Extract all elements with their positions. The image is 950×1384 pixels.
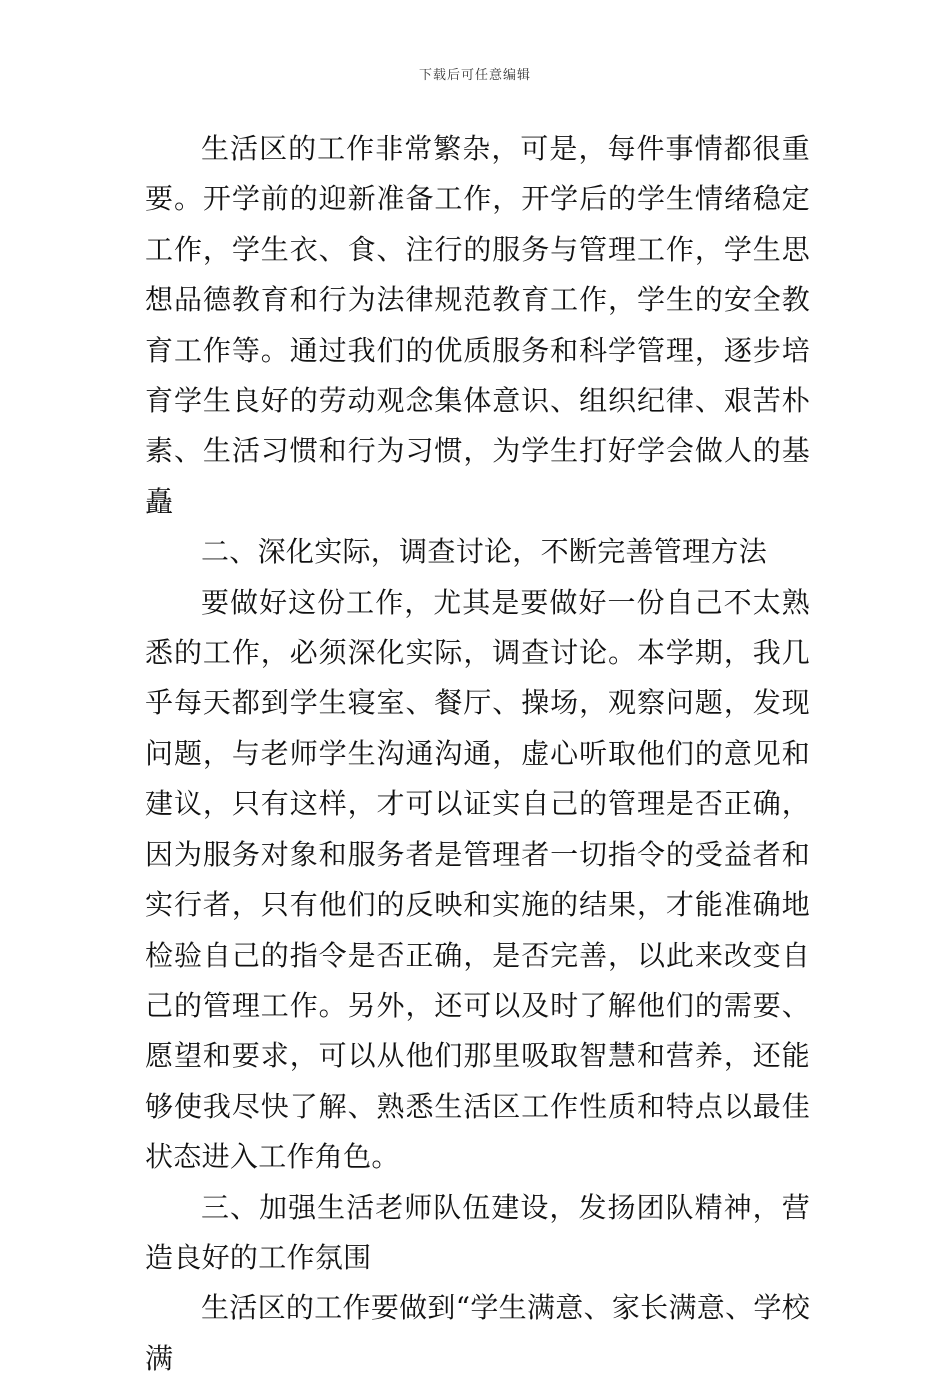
paragraph-1: 生活区的工作非常繁杂，可是，每件事情都很重要。开学前的迎新准备工作，开学后的学生情绪稳定工作，学生衣、食、注行的服务与管理工作，学生思想品德教育和行为法律规范教育工作，学生的安全教育工作等。通过我们的优质服务和科学管理，逐步培育学生良好的劳动观念集体意识、组织纪律、艰苦朴素、生活习惯和行为习惯，为学生打好学会做人的基矗	[145, 132, 810, 518]
section-heading-2: 二、深化实际，调查讨论，不断完善管理方法	[201, 535, 768, 569]
paragraph-2: 要做好这份工作，尤其是要做好一份自己不太熟悉的工作，必须深化实际，调查讨论。本学期，我几乎每天都到学生寝室、餐厅、操场，观察问题，发现问题，与老师学生沟通沟通，虚心听取他们的意见和建议，只有这样，才可以证实自己的管理是否正确，因为服务对象和服务者是管理者一切指令的受益者和实行者，只有他们的反映和实施的结果，才能准确地检验自己的指令是否正确，是否完善，以此来改变自己的管理工作。另外，还可以及时了解他们的需要、愿望和要求，可以从他们那里吸取智慧和营养，还能够使我尽快了解、熟悉生活区工作性质和特点以最佳状态进入工作角色。	[145, 585, 810, 1174]
page-header: 下载后可任意编辑	[418, 68, 531, 83]
document-body	[145, 124, 810, 1384]
section-heading-3: 三、加强生活老师队伍建设，发扬团队精神，营造良好的工作氛围	[145, 1190, 810, 1274]
paragraph-3: 生活区的工作要做到“学生满意、家长满意、学校满	[145, 1291, 810, 1375]
